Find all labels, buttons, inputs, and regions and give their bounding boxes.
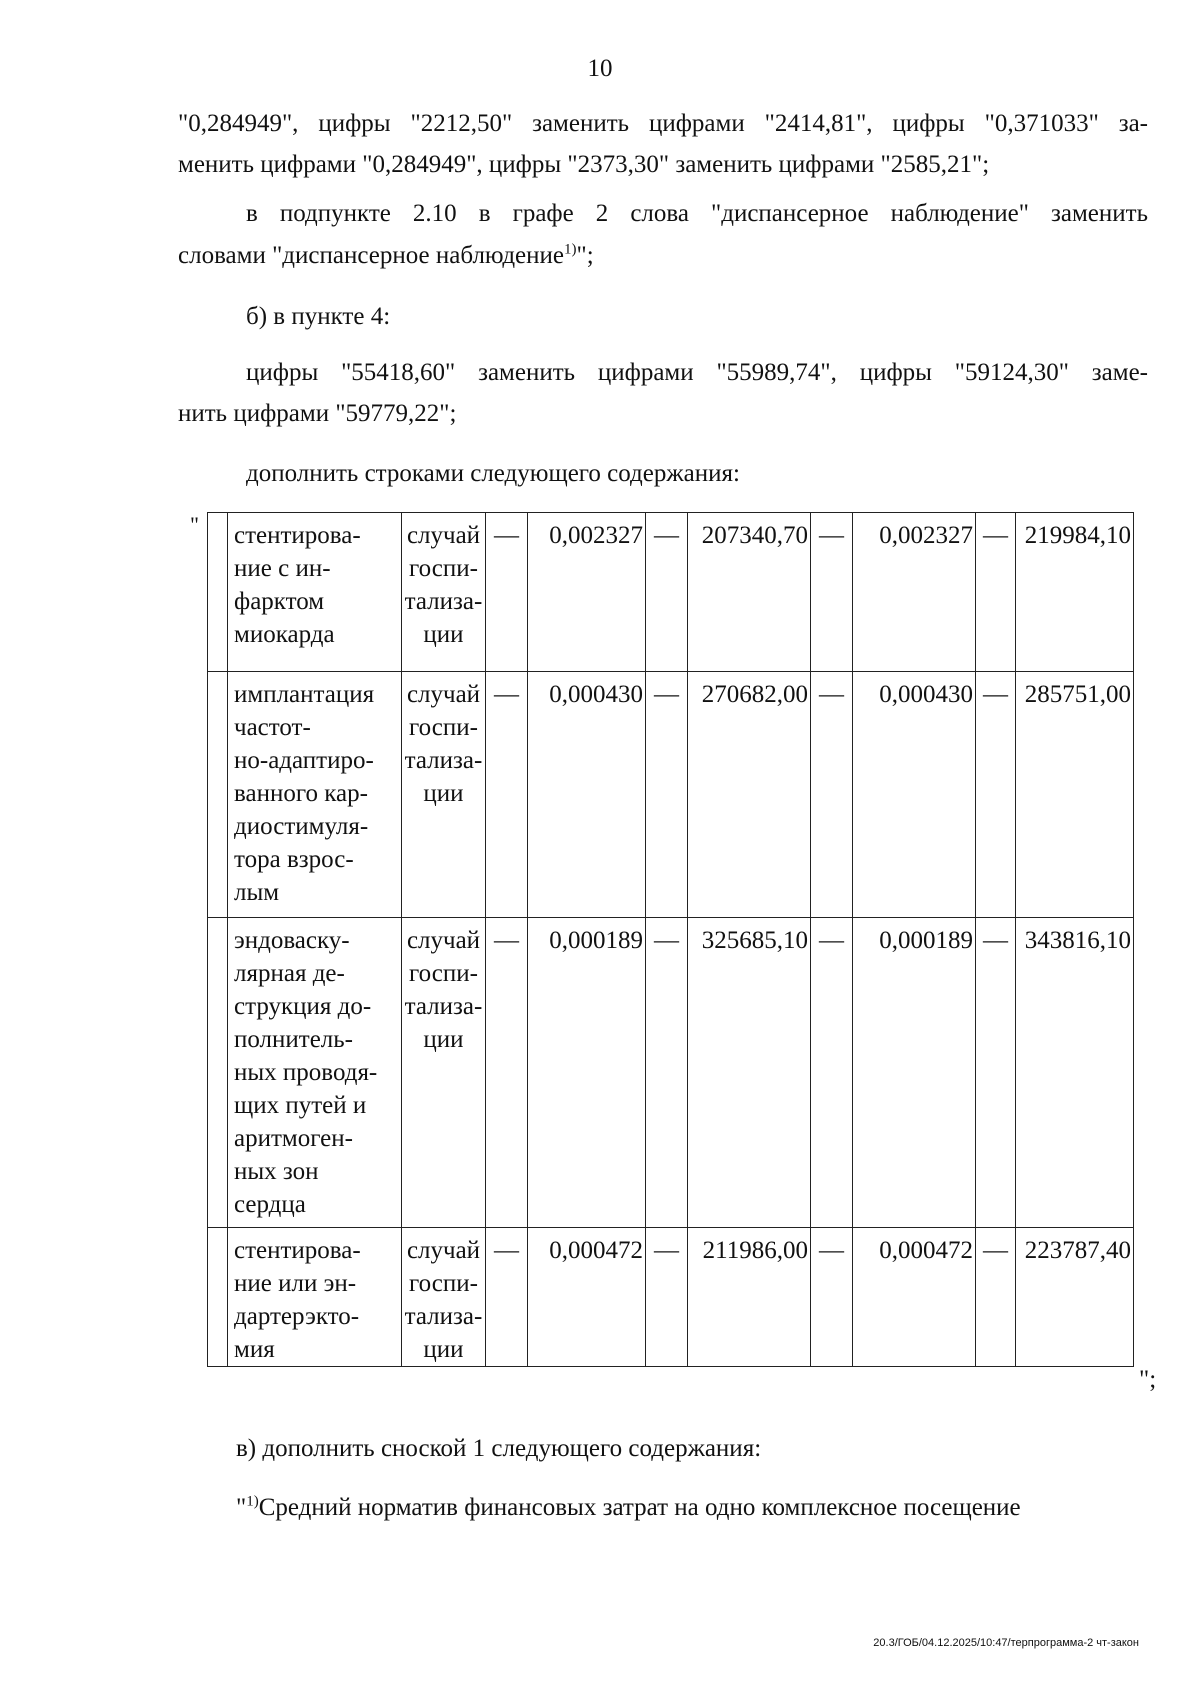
value-cell: 0,000472 [528,1228,646,1367]
blank-cell [208,672,228,918]
unit-line: случай [406,522,481,549]
service-name-line: дартерэкто- [234,1303,360,1330]
service-name-line: щих путей и [234,1092,367,1119]
service-name-line: лым [234,879,280,906]
table-row [208,1228,1134,1367]
page-number: 10 [587,55,613,82]
service-name-line: ных проводя- [234,1059,378,1086]
value-cell: 0,000430 [853,672,976,918]
unit-line: ции [423,1336,464,1363]
value-cell: 0,002327 [853,513,976,672]
dash-cell: — [646,918,688,1228]
document-footer-code: 20.3/ГОБ/04.12.2025/10:47/терпрограмма-2 чт-закон [873,1637,1139,1649]
dash-cell: — [486,918,528,1228]
value-cell: 343816,10 [1016,918,1134,1228]
dash-cell: — [976,918,1016,1228]
service-name-line: ние или эн- [234,1270,357,1297]
value-cell: 0,000430 [528,672,646,918]
text-span: "; [576,242,594,269]
service-name-line: стентирова- [234,1237,361,1264]
text-span: Средний норматив финансовых затрат на одно комплексное посещение [258,1494,1021,1521]
service-name-line: миокарда [234,621,335,648]
service-name-line: стентирова- [234,522,361,549]
dash-cell: — [976,513,1016,672]
open-quote: " [190,512,199,537]
unit-line: тализа- [404,588,483,615]
unit-line: случай [406,1237,481,1264]
paragraph-line: цифры "55418,60" заменить цифрами "55989,74", цифры "59124,30" заме- [246,359,1148,386]
value-cell: 0,000189 [853,918,976,1228]
service-name-line: эндоваску- [234,927,350,954]
footnote-mark: 1) [564,241,577,258]
dash-cell: — [811,918,853,1228]
paragraph-line: менить цифрами "0,284949", цифры "2373,30" заменить цифрами "2585,21"; [178,151,990,178]
service-name-line: тора взрос- [234,846,354,873]
dash-cell: — [486,513,528,672]
service-name-line: аритмоген- [234,1125,353,1152]
unit-cell [402,1228,486,1367]
table-row [208,513,1134,672]
dash-cell: — [976,672,1016,918]
dash-cell: — [976,1228,1016,1367]
service-name-line: ванного кар- [234,780,368,807]
service-name-line: частот- [234,714,311,741]
paragraph-line: "0,284949", цифры "2212,50" заменить цифрами "2414,81", цифры "0,371033" за- [178,110,1148,137]
insert-table [207,512,1134,1367]
unit-line: случай [406,681,481,708]
paragraph-line: в подпункте 2.10 в графе 2 слова "диспансерное наблюдение" заменить [246,200,1148,227]
value-cell: 285751,00 [1016,672,1134,918]
value-cell: 223787,40 [1016,1228,1134,1367]
service-name-line: имплантация [234,681,375,708]
value-cell: 270682,00 [688,672,811,918]
unit-line: тализа- [404,747,483,774]
value-cell: 0,000189 [528,918,646,1228]
value-cell: 207340,70 [688,513,811,672]
unit-line: госпи- [409,555,478,582]
unit-line: госпи- [409,1270,478,1297]
table-row [208,672,1134,918]
service-name-line: фарктом [234,588,325,615]
service-name-line: ние с ин- [234,555,331,582]
unit-cell [402,672,486,918]
paragraph-line [178,235,594,276]
dash-cell: — [486,672,528,918]
paragraph-line: дополнить строками следующего содержания: [246,460,740,487]
dash-cell: — [486,1228,528,1367]
text-span: словами "диспансерное наблюдение [178,242,564,269]
table-row [208,918,1134,1228]
service-name-line: ных зон [234,1158,319,1185]
service-name-line: струкция до- [234,993,372,1020]
close-quote: "; [1139,1366,1157,1393]
dash-cell: — [646,672,688,918]
dash-cell: — [646,1228,688,1367]
service-name-line: но-адаптиро- [234,747,374,774]
value-cell: 211986,00 [688,1228,811,1367]
unit-line: ции [423,621,464,648]
unit-line: госпи- [409,960,478,987]
service-name-cell [228,918,402,1228]
dash-cell: — [811,1228,853,1367]
unit-line: ции [423,1026,464,1053]
value-cell: 0,002327 [528,513,646,672]
value-cell: 325685,10 [688,918,811,1228]
text-span: " [236,1494,247,1521]
blank-cell [208,918,228,1228]
unit-line: тализа- [404,993,483,1020]
dash-cell: — [646,513,688,672]
unit-line: госпи- [409,714,478,741]
service-name-line: мия [234,1336,275,1363]
blank-cell [208,1228,228,1367]
paragraph-line: б) в пункте 4: [246,303,391,330]
footnote-mark: 1) [246,1493,259,1510]
dash-cell: — [811,672,853,918]
service-name-line: полнитель- [234,1026,354,1053]
service-name-line: диостимуля- [234,813,369,840]
paragraph-line [236,1487,1021,1528]
service-name-cell [228,672,402,918]
value-cell: 0,000472 [853,1228,976,1367]
value-cell: 219984,10 [1016,513,1134,672]
service-name-cell [228,513,402,672]
unit-line: ции [423,780,464,807]
unit-line: тализа- [404,1303,483,1330]
paragraph-line: в) дополнить сноской 1 следующего содержания: [236,1435,762,1462]
blank-cell [208,513,228,672]
unit-cell [402,918,486,1228]
paragraph-line: нить цифрами "59779,22"; [178,400,457,427]
service-name-cell [228,1228,402,1367]
service-name-line: лярная де- [234,960,345,987]
unit-cell [402,513,486,672]
unit-line: случай [406,927,481,954]
dash-cell: — [811,513,853,672]
service-name-line: сердца [234,1191,306,1218]
